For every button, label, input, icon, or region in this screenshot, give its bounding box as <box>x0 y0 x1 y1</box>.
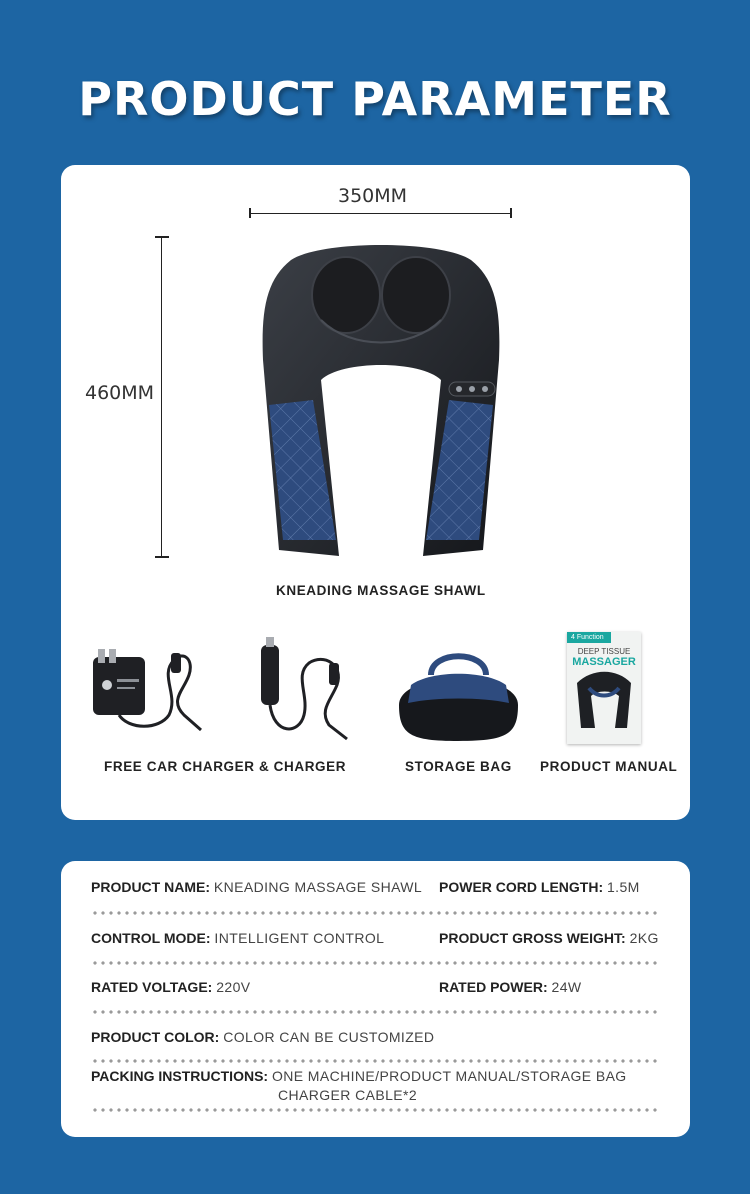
height-dimension-line <box>161 236 162 557</box>
spec-label: PRODUCT COLOR: <box>91 1029 220 1045</box>
spec-gross-weight <box>439 930 659 946</box>
spec-product-name <box>91 879 422 895</box>
spec-packing <box>91 1068 627 1084</box>
shawl-caption: KNEADING MASSAGE SHAWL <box>276 583 486 598</box>
divider <box>91 961 661 965</box>
car-charger-image <box>249 635 359 745</box>
divider <box>91 1059 661 1063</box>
spec-value: 1.5M <box>607 879 640 895</box>
spec-label: RATED VOLTAGE: <box>91 979 213 995</box>
charger-caption: FREE CAR CHARGER & CHARGER <box>104 759 347 774</box>
manual-title-line2: MASSAGER <box>572 656 636 668</box>
spec-product-color <box>91 1029 434 1045</box>
specs-card <box>61 861 690 1137</box>
manual-caption: PRODUCT MANUAL <box>540 759 678 774</box>
spec-control-mode <box>91 930 384 946</box>
spec-packing-line2 <box>278 1087 417 1103</box>
spec-value: 2KG <box>629 930 659 946</box>
divider <box>91 1108 661 1112</box>
spec-value: 24W <box>551 979 582 995</box>
width-tick-right <box>510 208 512 218</box>
spec-value: CHARGER CABLE*2 <box>278 1087 418 1103</box>
spec-value: ONE MACHINE/PRODUCT MANUAL/STORAGE BAG <box>271 1068 627 1084</box>
spec-value: INTELLIGENT CONTROL <box>214 930 385 946</box>
width-dimension-label: 350MM <box>338 185 408 207</box>
product-manual-image <box>567 632 641 744</box>
height-dimension-label: 460MM <box>85 382 155 404</box>
spec-label: PACKING INSTRUCTIONS: <box>91 1068 269 1084</box>
spec-value: COLOR CAN BE CUSTOMIZED <box>223 1029 435 1045</box>
storage-bag-image <box>391 645 526 745</box>
spec-value: KNEADING MASSAGE SHAWL <box>213 879 423 895</box>
wall-charger-image <box>89 635 209 735</box>
width-tick-left <box>249 208 251 218</box>
height-tick-top <box>155 236 169 238</box>
spec-value: 220V <box>216 979 251 995</box>
bag-caption: STORAGE BAG <box>405 759 512 774</box>
spec-rated-power <box>439 979 582 995</box>
spec-label: PRODUCT NAME: <box>91 879 210 895</box>
spec-label: PRODUCT GROSS WEIGHT: <box>439 930 626 946</box>
spec-power-cord <box>439 879 640 895</box>
massage-shawl-image <box>251 240 511 560</box>
page-title: PRODUCT PARAMETER <box>78 72 672 126</box>
spec-label: POWER CORD LENGTH: <box>439 879 604 895</box>
spec-label: CONTROL MODE: <box>91 930 211 946</box>
spec-label: RATED POWER: <box>439 979 548 995</box>
manual-shawl-icon <box>567 668 641 738</box>
spec-rated-voltage <box>91 979 251 995</box>
divider <box>91 1010 661 1014</box>
manual-title-line1: DEEP TISSUE <box>577 647 631 656</box>
manual-tag: 4 Function <box>567 632 611 643</box>
height-tick-bottom <box>155 556 169 558</box>
divider <box>91 911 661 915</box>
product-card <box>61 165 690 820</box>
width-dimension-line <box>249 213 511 214</box>
